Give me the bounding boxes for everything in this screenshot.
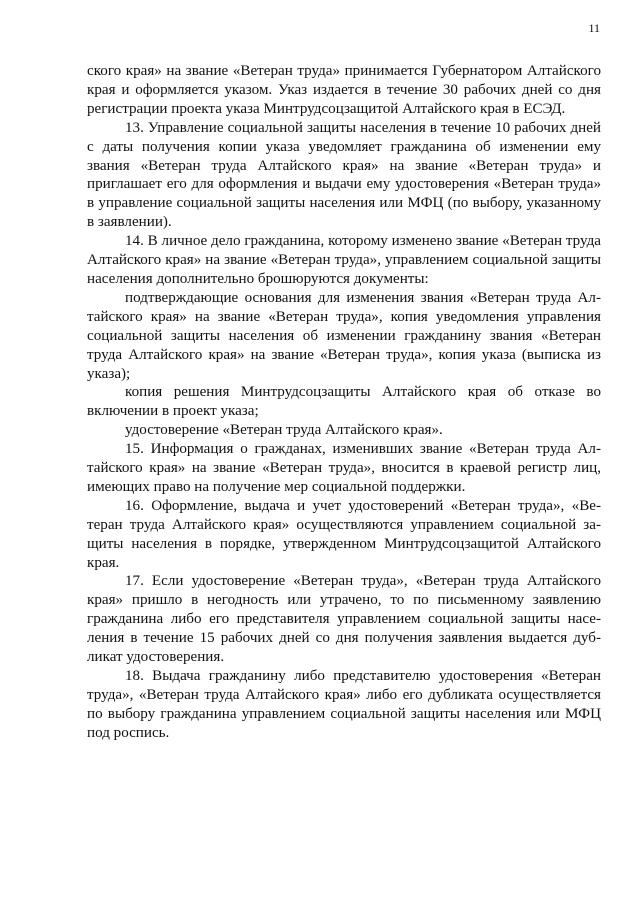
page-number: 11 — [588, 21, 600, 35]
paragraph-item-16: 16. Оформление, выдача и учет удостоверений «Ветеран труда», «Ветеран труда Алтайского края» осуществляются управлением социальной защиты населения в порядке, утвержденном Минтрудсоцзащитой Алтайского края. — [87, 497, 601, 571]
paragraph-continuation: ского края» на звание «Ветеран труда» принимается Губернатором Алтайского края и оформляется указом. Указ издается в течение 30 рабочих дней со дня регистрации проекта указа Минтрудсоцзащитой Алтайского края в ЕСЭД. — [87, 63, 601, 117]
paragraph-subitem-refusal-copy: копия решения Минтрудсоцзащиты Алтайского края об отказе во включении в проект указа; — [87, 384, 601, 420]
document-body — [87, 62, 601, 743]
paragraph-subitem-confirming-documents: подтверждающие основания для изменения звания «Ветеран труда Алтайского края» на звание «Ветеран труда», копия уведомления управления социальной защиты населения об изменении гражданину звания «Ветеран труда Алтайского края» на звание «Ветеран труда», копия указа (выписка из указа); — [87, 289, 601, 382]
paragraph-item-14: 14. В личное дело гражданина, которому изменено звание «Ветеран труда Алтайского края» на звание «Ветеран труда», управлением социальной защиты населения дополнительно брошюруются документы: — [87, 233, 601, 287]
paragraph-item-15: 15. Информация о гражданах, изменивших звание «Ветеран труда Алтайского края» на звание «Ветеран труда», вносится в краевой регистр лиц, имеющих право на получение мер социальной поддержки. — [87, 441, 601, 495]
paragraph-item-13: 13. Управление социальной защиты населения в течение 10 рабочих дней с даты получения копии указа уведомляет гражданина об изменении ему звания «Ветеран труда Алтайского края» на звание «Ветеран труда» и приглашает его для оформления и выдачи ему удостоверения «Ветеран труда» в управление социальной защиты населения или МФЦ (по выбору, указанному в заявлении). — [87, 119, 601, 231]
paragraph-subitem-certificate: удостоверение «Ветеран труда Алтайского края». — [125, 422, 443, 439]
paragraph-item-18: 18. Выдача гражданину либо представителю удостоверения «Ветеран труда», «Ветеран труда Алтайского края» либо его дубликата осуществляется по выбору гражданина управлением социальной защиты населения или МФЦ под роспись. — [87, 668, 601, 741]
paragraph-item-17: 17. Если удостоверение «Ветеран труда», «Ветеран труда Алтайского края» пришло в негодность или утрачено, то по письменному заявлению гражданина либо его представителя управлением социальной защиты населения в течение 15 рабочих дней со дня получения заявления выдается дубликат удостоверения. — [87, 573, 601, 666]
